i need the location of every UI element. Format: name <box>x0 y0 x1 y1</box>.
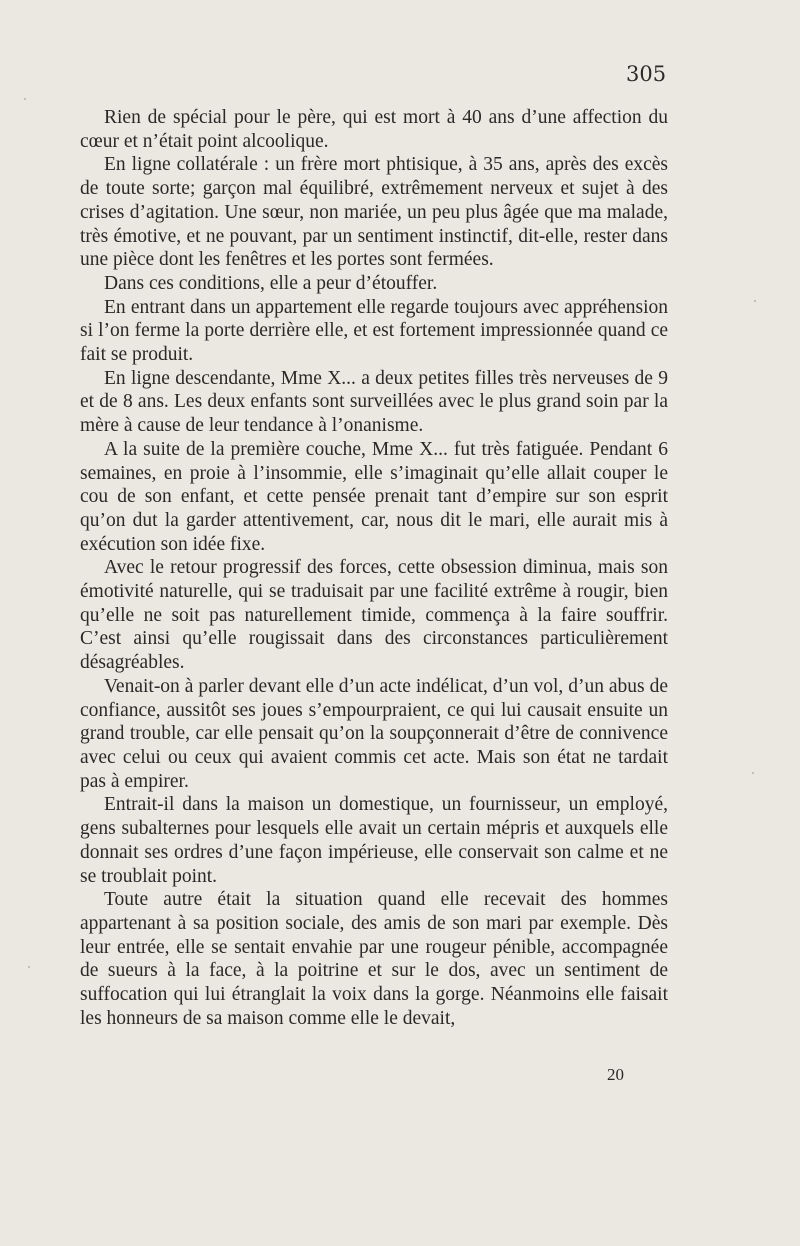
paragraph: En ligne collatérale : un frère mort phtisique, à 35 ans, après des excès de toute sorte; garçon mal équilibré, extrêmement nerveux et sujet à des crises d’agitation. Une sœur, non mariée, un peu plus âgée que ma malade, très émotive, et ne pouvant, par un sentiment instinctif, dit-elle, rester dans une pièce dont les fenêtres et les portes sont fermées. <box>80 154 668 271</box>
paragraph: En ligne descendante, Mme X... a deux petites filles très nerveuses de 9 et de 8 ans. Les deux enfants sont surveillées avec le plus grand soin par la mère à cause de leur tendance à l’onanisme. <box>80 367 668 437</box>
paragraph: A la suite de la première couche, Mme X... fut très fatiguée. Pendant 6 semaines, en proie à l’insommie, elle s’imaginait qu’elle allait couper le cou de son enfant, et cette pensée prenait tant d’empire sur son esprit qu’on dut la garder attentivement, car, nous dit le mari, elle aurait mis à exécution son idée fixe. <box>80 438 668 555</box>
paragraph: Entrait-il dans la maison un domestique, un fournisseur, un employé, gens subalternes pour lesquels elle avait un certain mépris et auxquels elle donnait ses ordres d’une façon impérieuse, elle conservait son calme et ne se troublait point. <box>80 794 668 887</box>
paper-speck <box>752 772 754 774</box>
paper-speck <box>754 300 756 302</box>
paper-speck <box>24 98 26 100</box>
body-text <box>80 106 668 1030</box>
signature-mark: 20 <box>607 1065 624 1084</box>
paper-speck <box>28 966 30 968</box>
paragraph: Toute autre était la situation quand elle recevait des hommes appartenant à sa position sociale, des amis de son mari par exemple. Dès leur entrée, elle se sentait envahie par une rougeur pénible, accompagnée de sueurs à la face, à la poitrine et sur le dos, avec un sentiment de suffocation qui lui étranglait la voix dans la gorge. Néanmoins elle faisait les honneurs de sa maison comme elle le devait, <box>80 889 668 1029</box>
paragraph: Rien de spécial pour le père, qui est mort à 40 ans d’une affection du cœur et n’était point alcoolique. <box>80 107 668 152</box>
paragraph: Dans ces conditions, elle a peur d’étouffer. <box>104 272 438 294</box>
paragraph: En entrant dans un appartement elle regarde toujours avec appréhension si l’on ferme la porte derrière elle, et est fortement impressionnée quand ce fait se produit. <box>80 296 668 366</box>
paragraph: Avec le retour progressif des forces, cette obsession diminua, mais son émotivité naturelle, qui se traduisait par une facilité extrême à rougir, bien qu’elle ne soit pas naturellement timide, commença à la faire souffrir. C’est ainsi qu’elle rougissait dans des circonstances particulièrement désagréables. <box>80 557 668 674</box>
page-number: 305 <box>626 62 667 86</box>
paragraph: Venait-on à parler devant elle d’un acte indélicat, d’un vol, d’un abus de confiance, aussitôt ses joues s’empourpraient, ce qui lui causait ensuite un grand trouble, car elle pensait qu’on la soupçonnerait d’être de connivence avec celui ou ceux qui avaient commis cet acte. Mais son état ne tardait pas à empirer. <box>80 675 668 792</box>
